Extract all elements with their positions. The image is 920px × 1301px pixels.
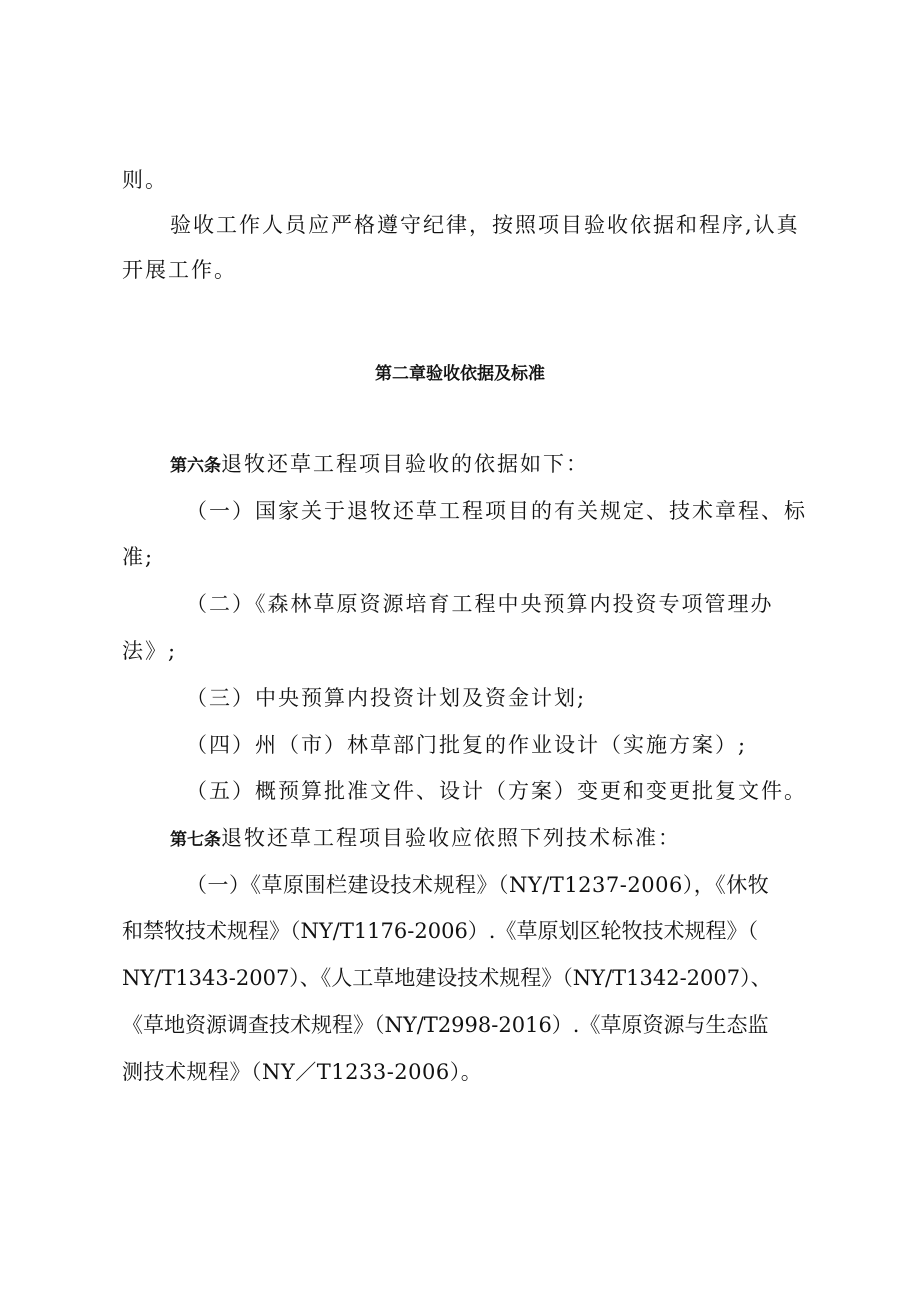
chapter-title: 第二章验收依据及标准 (375, 364, 545, 384)
article-6-label: 第六条 (170, 456, 221, 476)
article-7-item: NY/T1343-2007）、《人工草地建设技术规程》（NY/T1342-2007）、 (122, 966, 772, 990)
article-7-item: 测技术规程》（NY／T1233-2006）。 (122, 1060, 483, 1084)
article-6-item: （二）《森林草原资源培育工程中央预算内投资专项管理办 (186, 592, 774, 616)
article-7-item: 《草地资源调查技术规程》（NY/T2998-2016）.《草原资源与生态监 (122, 1013, 769, 1037)
article-7-text: 退牧还草工程项目验收应依照下列技术标准： (221, 826, 681, 850)
paragraph-line: 开展工作。 (122, 258, 237, 282)
article-6-text: 退牧还草工程项目验收的依据如下： (221, 452, 589, 476)
article-7-heading (170, 824, 681, 854)
article-6-item: 法》; (122, 639, 178, 663)
article-7-item: 和禁牧技术规程》（NY/T1176-2006）.《草原划区轮牧技术规程》（ (122, 919, 758, 943)
paragraph-line: 则。 (122, 168, 168, 192)
article-6-item: （五）概预算批准文件、设计（方案）变更和变更批复文件。 (186, 779, 807, 803)
article-6-item: 准; (122, 545, 155, 569)
paragraph-line: 验收工作人员应严格遵守纪律，按照项目验收依据和程序,认真 (170, 213, 800, 237)
article-6-item: （四）州（市）林草部门批复的作业设计（实施方案）; (186, 733, 748, 757)
article-6-item: （一）国家关于退牧还草工程项目的有关规定、技术章程、标 (186, 499, 807, 523)
article-7-item: （一）《草原围栏建设技术规程》（NY/T1237-2006），《休牧 (186, 873, 770, 897)
article-7-label: 第七条 (170, 830, 221, 850)
article-6-item: （三）中央预算内投资计划及资金计划; (186, 686, 587, 710)
article-6-heading (170, 450, 589, 480)
